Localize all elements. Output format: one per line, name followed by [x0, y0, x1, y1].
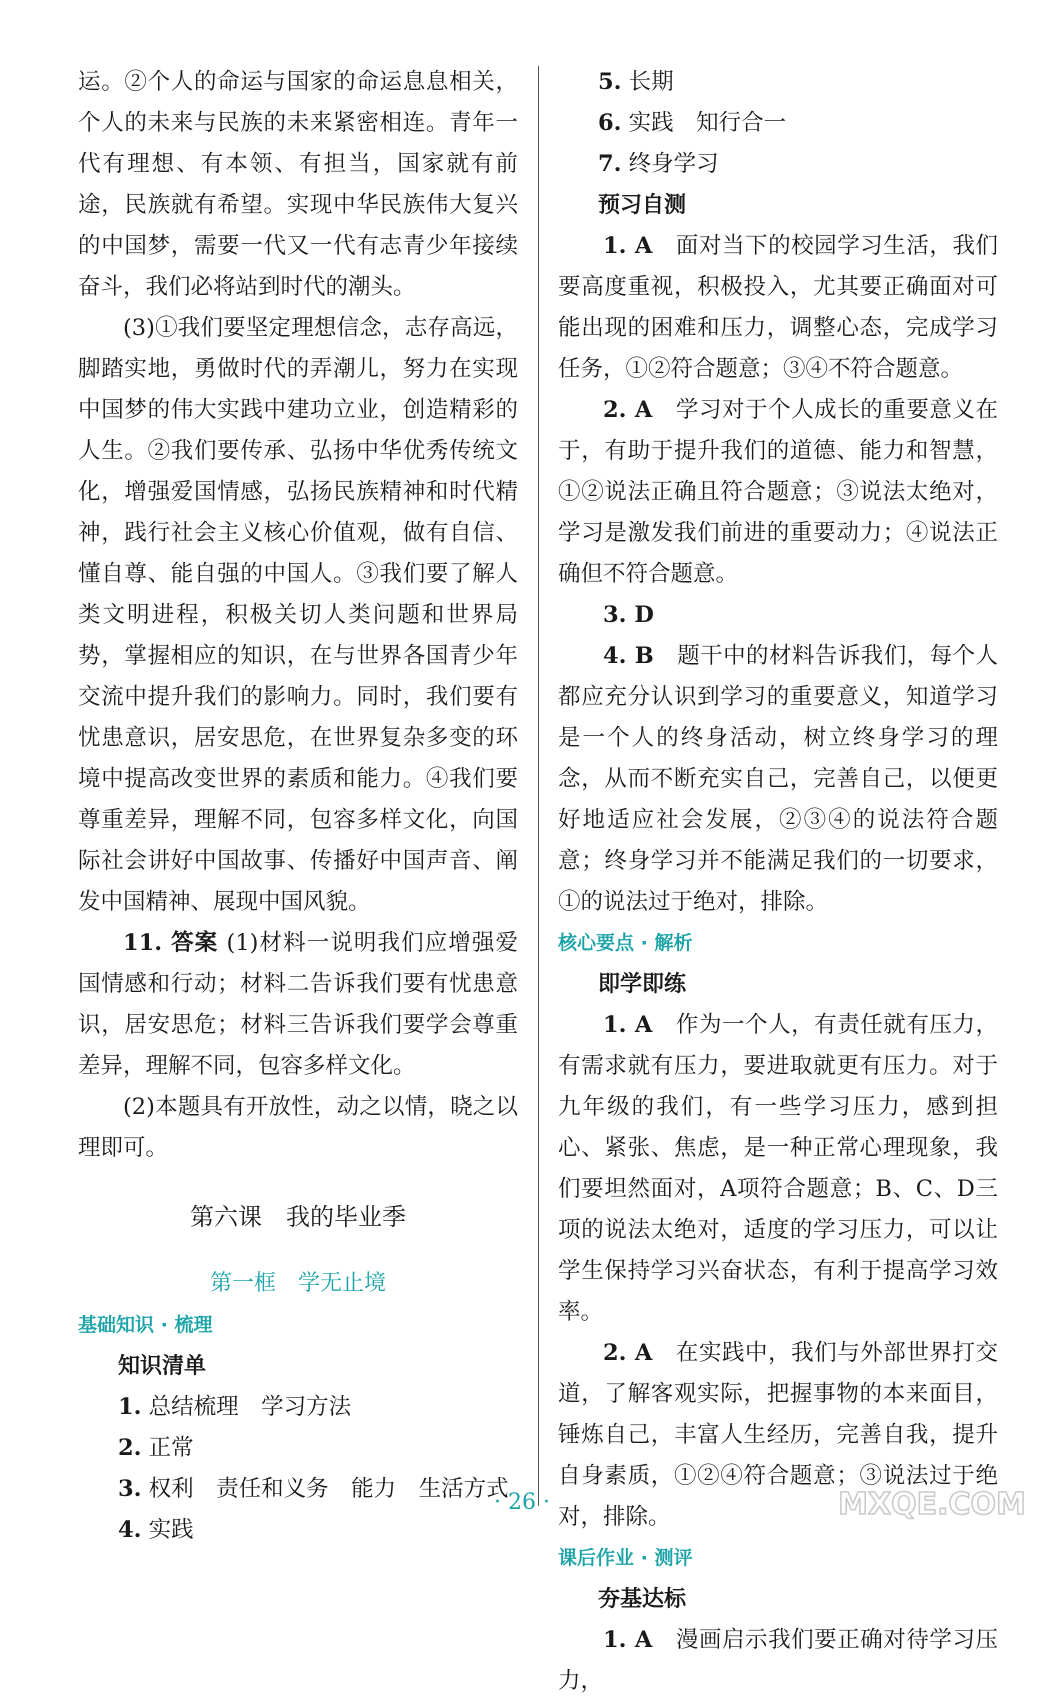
watermark-text: MXQE.COM	[838, 1487, 1026, 1522]
watermark-logo	[832, 1456, 1032, 1536]
lesson-title: 第六课 我的毕业季	[190, 1203, 406, 1231]
question-11-part-2: (2)本题具有开放性，动之以情，晓之以理即可。	[78, 1094, 518, 1161]
label-practice: 即学即练	[598, 971, 687, 997]
preview-answer: 3. D	[603, 602, 654, 628]
label-preview-test: 预习自测	[598, 192, 687, 218]
list-item: 2. 正常	[118, 1435, 194, 1461]
question-11-text: (1)材料一说明我们应增强爱国情感和行动；材料二告诉我们要有忧患意识，居安思危；材料三告诉我们要学会尊重差异，理解不同，包容多样文化。	[78, 930, 519, 1079]
frame-title: 第一框 学无止境	[209, 1271, 386, 1296]
label-solid-foundation: 夯基达标	[598, 1586, 687, 1612]
section-core-points: 核心要点 · 解析	[558, 932, 693, 954]
preview-answer: 4. B 题干中的材料告诉我们，每个人都应充分认识到学习的重要意义，知道学习是一个人的终身活动，树立终身学习的理念，从而不断充实自己，完善自己，以便更好地适应社会发展，②③④的说法符合题意；终身学习并不能满足我们的一切要求，①的说法过于绝对，排除。	[558, 643, 998, 915]
section-homework: 课后作业 · 测评	[558, 1547, 693, 1569]
preview-answer: 2. A 学习对于个人成长的重要意义在于，有助于提升我们的道德、能力和智慧，①②说法正确且符合题意；③说法太绝对，学习是激发我们前进的重要动力；④说法正确但不符合题意。	[558, 397, 998, 587]
question-11	[78, 923, 518, 1087]
practice-answer: 2. A 在实践中，我们与外部世界打交道，了解客观实际，把握事物的本来面目，锤炼自己，丰富人生经历，完善自我，提升自身素质，①②④符合题意；③说法过于绝对，排除。	[558, 1340, 998, 1530]
homework-answer: 1. A 漫画启示我们要正确对待学习压力，	[558, 1627, 998, 1694]
practice-answer: 1. A 作为一个人，有责任就有压力，有需求就有压力，要进取就更有压力。对于九年级的我们，有一些学习压力，感到担心、紧张、焦虑，是一种正常心理现象，我们要坦然面对，A项符合题意；B、C、D三项的说法太绝对，适度的学习压力，可以让学生保持学习兴奋状态，有利于提高学习效率。	[558, 1012, 998, 1325]
preview-answer: 1. A 面对当下的校园学习生活，我们要高度重视，积极投入，尤其要正确面对可能出现的困难和压力，调整心态，完成学习任务，①②符合题意；③④不符合题意。	[558, 233, 998, 382]
paragraph-answer-3: (3)①我们要坚定理想信念，志存高远，脚踏实地，勇做时代的弄潮儿，努力在实现中国梦的伟大实践中建功立业，创造精彩的人生。②我们要传承、弘扬中华优秀传统文化，增强爱国情感，弘扬民族精神和时代精神，践行社会主义核心价值观，做有自信、懂自尊、能自强的中国人。③我们要了解人类文明进程，积极关切人类问题和世界局势，掌握相应的知识，在与世界各国青少年交流中提升我们的影响力。同时，我们要有忧患意识，居安思危，在世界复杂多变的环境中提高改变世界的素质和能力。④我们要尊重差异，理解不同，包容多样文化，向国际社会讲好中国故事、传播好中国声音、阐发中国精神、展现中国风貌。	[78, 315, 518, 915]
paragraph-intro: 运。②个人的命运与国家的命运息息相关，个人的未来与民族的未来紧密相连。青年一代有理想、有本领、有担当，国家就有前途，民族就有希望。实现中华民族伟大复兴的中国梦，需要一代又一代有志青少年接续奋斗，我们必将站到时代的潮头。	[78, 69, 518, 300]
list-item: 7. 终身学习	[598, 151, 719, 177]
question-11-number: 11. 答案	[123, 930, 219, 956]
list-item: 1. 总结梳理 学习方法	[118, 1394, 352, 1420]
left-column	[78, 62, 518, 1551]
label-knowledge-list: 知识清单	[118, 1353, 207, 1379]
list-item: 6. 实践 知行合一	[598, 110, 787, 136]
list-item: 3. 权利 责任和义务 能力 生活方式	[118, 1476, 509, 1502]
column-divider	[538, 66, 539, 1506]
page-number: · 26 ·	[494, 1490, 550, 1515]
section-basic-knowledge: 基础知识 · 梳理	[78, 1314, 213, 1336]
list-item: 4. 实践	[118, 1517, 194, 1543]
list-item: 5. 长期	[598, 69, 674, 95]
